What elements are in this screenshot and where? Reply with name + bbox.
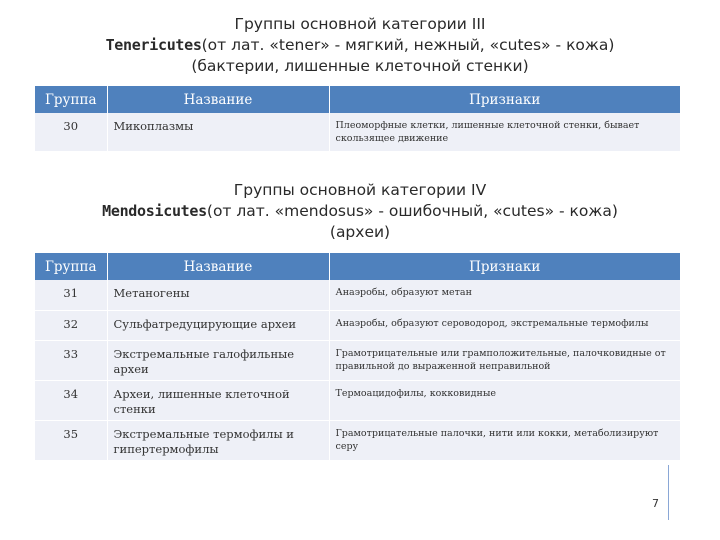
name-cell: Метаногены [107, 280, 329, 310]
table-row [35, 340, 680, 380]
name-cell: Микоплазмы [107, 113, 329, 151]
group-cell: 30 [35, 113, 107, 151]
section-3-subtitle [0, 35, 720, 56]
section-4-title: Группы основной категории IV [233, 181, 487, 199]
section-4-etymology: (от лат. «mendosus» - ошибочный, «cutes» - кожа) [206, 202, 618, 220]
table-row [35, 280, 680, 310]
table-header-row [35, 86, 680, 113]
header-name: Название [107, 253, 329, 280]
features-cell: Термоацидофилы, кокковидные [329, 380, 680, 420]
features-cell: Грамотрицательные палочки, нити или кокки, метаболизируют серу [329, 420, 680, 460]
section-3-heading [0, 14, 720, 77]
header-group: Группа [35, 86, 107, 113]
features-cell: Анаэробы, образуют сероводород, экстремальные термофилы [329, 310, 680, 340]
header-name: Название [107, 86, 329, 113]
group-cell: 33 [35, 340, 107, 380]
section-3-title: Группы основной категории III [234, 15, 486, 33]
table-row [35, 113, 680, 151]
header-features: Признаки [329, 86, 680, 113]
section-3-taxon: Tenericutes [105, 36, 202, 54]
table-header-row [35, 253, 680, 280]
decorative-divider [668, 465, 669, 520]
group-cell: 35 [35, 420, 107, 460]
section-4-note: (археи) [329, 223, 391, 241]
section-4-taxon: Mendosicutes [102, 202, 207, 220]
section-4-subtitle [0, 201, 720, 222]
name-cell: Сульфатредуцирующие археи [107, 310, 329, 340]
name-cell: Археи, лишенные клеточной стенки [107, 380, 329, 420]
header-features: Признаки [329, 253, 680, 280]
features-cell: Анаэробы, образуют метан [329, 280, 680, 310]
group-cell: 32 [35, 310, 107, 340]
page-number: 7 [652, 497, 659, 510]
header-group: Группа [35, 253, 107, 280]
section-4-heading [0, 180, 720, 243]
section-4-table [35, 253, 680, 461]
table-row [35, 420, 680, 460]
section-3-table [35, 86, 680, 152]
table-row [35, 380, 680, 420]
name-cell: Экстремальные термофилы и гипертермофилы [107, 420, 329, 460]
group-cell: 34 [35, 380, 107, 420]
name-cell: Экстремальные галофильные археи [107, 340, 329, 380]
table-row [35, 310, 680, 340]
section-3-etymology: (от лат. «tener» - мягкий, нежный, «cutes» - кожа) [201, 36, 615, 54]
features-cell: Плеоморфные клетки, лишенные клеточной стенки, бывает скользящее движение [329, 113, 680, 151]
group-cell: 31 [35, 280, 107, 310]
section-3-note: (бактерии, лишенные клеточной стенки) [191, 57, 529, 75]
features-cell: Грамотрицательные или грамположительные, палочковидные от правильной до выраженной неправильной [329, 340, 680, 380]
